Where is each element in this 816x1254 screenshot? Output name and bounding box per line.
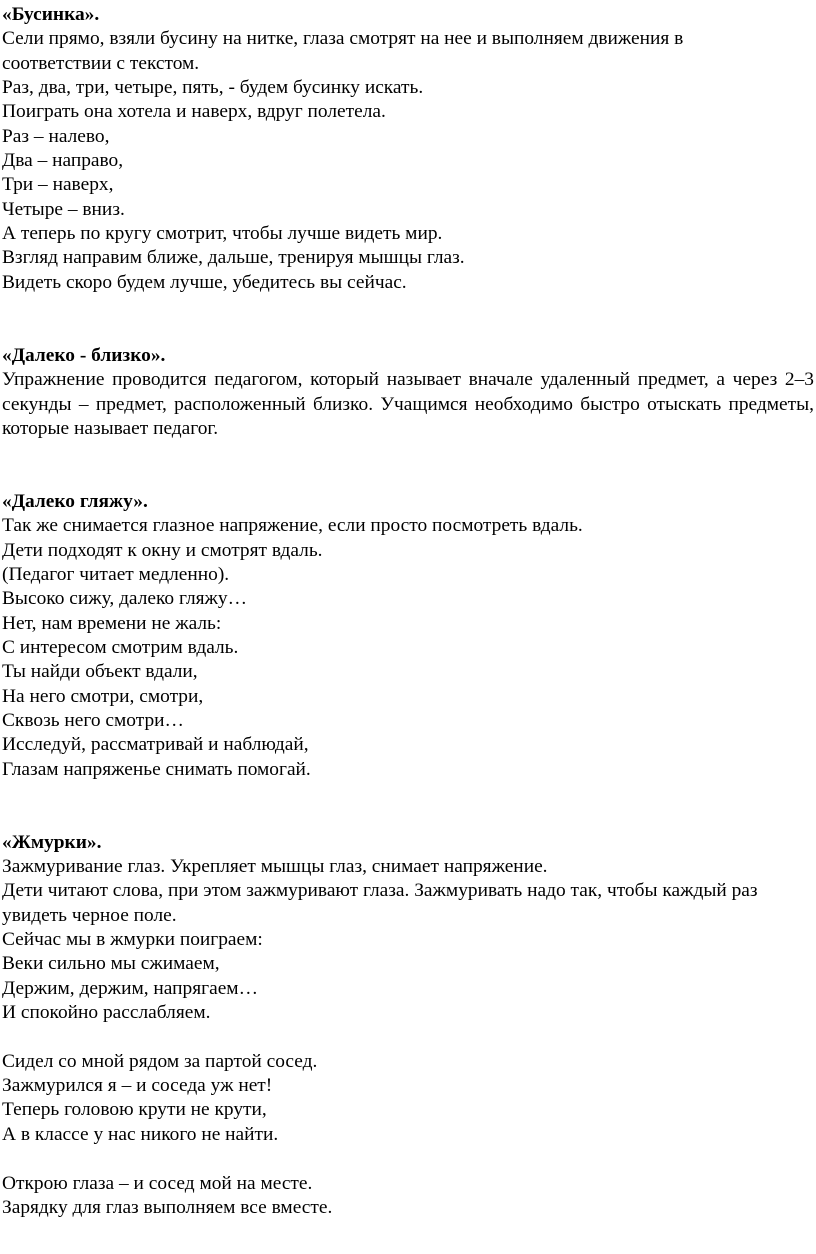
text-line: Два – направо, xyxy=(2,150,124,172)
stanza-break xyxy=(2,1147,814,1171)
section-title: «Жмурки». xyxy=(2,831,102,853)
text-line: Так же снимается глазное напряжение, если просто посмотреть вдаль. xyxy=(2,515,583,537)
text-line: (Педагог читает медленно). xyxy=(2,563,230,585)
text-line: На него смотри, смотри, xyxy=(2,685,204,707)
poem-line: Веки сильно мы сжимаем, xyxy=(2,953,220,975)
poem-line: Зажмурился я – и соседа уж нет! xyxy=(2,1075,273,1097)
section-zhmurki xyxy=(2,831,814,1221)
text-line: Исследуй, рассматривай и наблюдай, xyxy=(2,734,309,756)
poem-line: Сейчас мы в жмурки поиграем: xyxy=(2,929,263,951)
text-line: Четыре – вниз. xyxy=(2,198,125,220)
poem-line: Открою глаза – и сосед мой на месте. xyxy=(2,1172,313,1194)
text-line: А теперь по кругу смотрит, чтобы лучше видеть мир. xyxy=(2,223,443,245)
text-line: Раз, два, три, четыре, пять, - будем бусинку искать. xyxy=(2,77,424,99)
document-page xyxy=(2,3,814,1220)
text-line: Сквозь него смотри… xyxy=(2,709,184,731)
section-businka xyxy=(2,3,814,295)
text-line: С интересом смотрим вдаль. xyxy=(2,636,239,658)
text-line: Видеть скоро будем лучше, убедитесь вы сейчас. xyxy=(2,271,407,293)
section-paragraph: Дети читают слова, при этом зажмуривают глаза. Зажмуривать надо так, чтобы каждый раз увидеть черное поле. xyxy=(2,880,758,926)
section-title: «Бусинка». xyxy=(2,4,100,25)
text-line: Поиграть она хотела и наверх, вдруг полетела. xyxy=(2,101,386,123)
section-title: «Далеко - близко». xyxy=(2,344,166,366)
poem-line: Сидел со мной рядом за партой сосед. xyxy=(2,1050,318,1072)
section-intro-line: Зажмуривание глаз. Укрепляет мышцы глаз, снимает напряжение. xyxy=(2,856,548,878)
section-daleko-glyazhu xyxy=(2,490,814,782)
poem-line: А в классе у нас никого не найти. xyxy=(2,1123,279,1145)
poem-line: Теперь головою крути не крути, xyxy=(2,1099,267,1121)
text-line: Взгляд направим ближе, дальше, тренируя мышцы глаз. xyxy=(2,247,465,269)
poem-line: Зарядку для глаз выполняем все вместе. xyxy=(2,1196,333,1218)
text-line: Нет, нам времени не жаль: xyxy=(2,612,222,634)
text-line: Высоко сижу, далеко гляжу… xyxy=(2,588,248,610)
section-title: «Далеко гляжу». xyxy=(2,490,148,512)
section-intro: Сели прямо, взяли бусину на нитке, глаза смотрят на нее и выполняем движения в соответствии с текстом. xyxy=(2,28,684,74)
text-line: Три – наверх, xyxy=(2,174,114,196)
text-line: Дети подходят к окну и смотрят вдаль. xyxy=(2,539,323,561)
poem-line: И спокойно расслабляем. xyxy=(2,1002,211,1024)
section-daleko-blizko xyxy=(2,344,814,441)
poem-line: Держим, держим, напрягаем… xyxy=(2,977,258,999)
stanza-break xyxy=(2,1025,814,1049)
text-line: Ты найди объект вдали, xyxy=(2,661,198,683)
text-line: Раз – налево, xyxy=(2,125,110,147)
section-paragraph: Упражнение проводится педагогом, который называет вначале удаленный предмет, а через 2–3 секунды – предмет, расположенный близко. Учащимся необходимо быстро отыскать предметы, которые называет педагог. xyxy=(2,369,814,439)
text-line: Глазам напряженье снимать помогай. xyxy=(2,758,311,780)
